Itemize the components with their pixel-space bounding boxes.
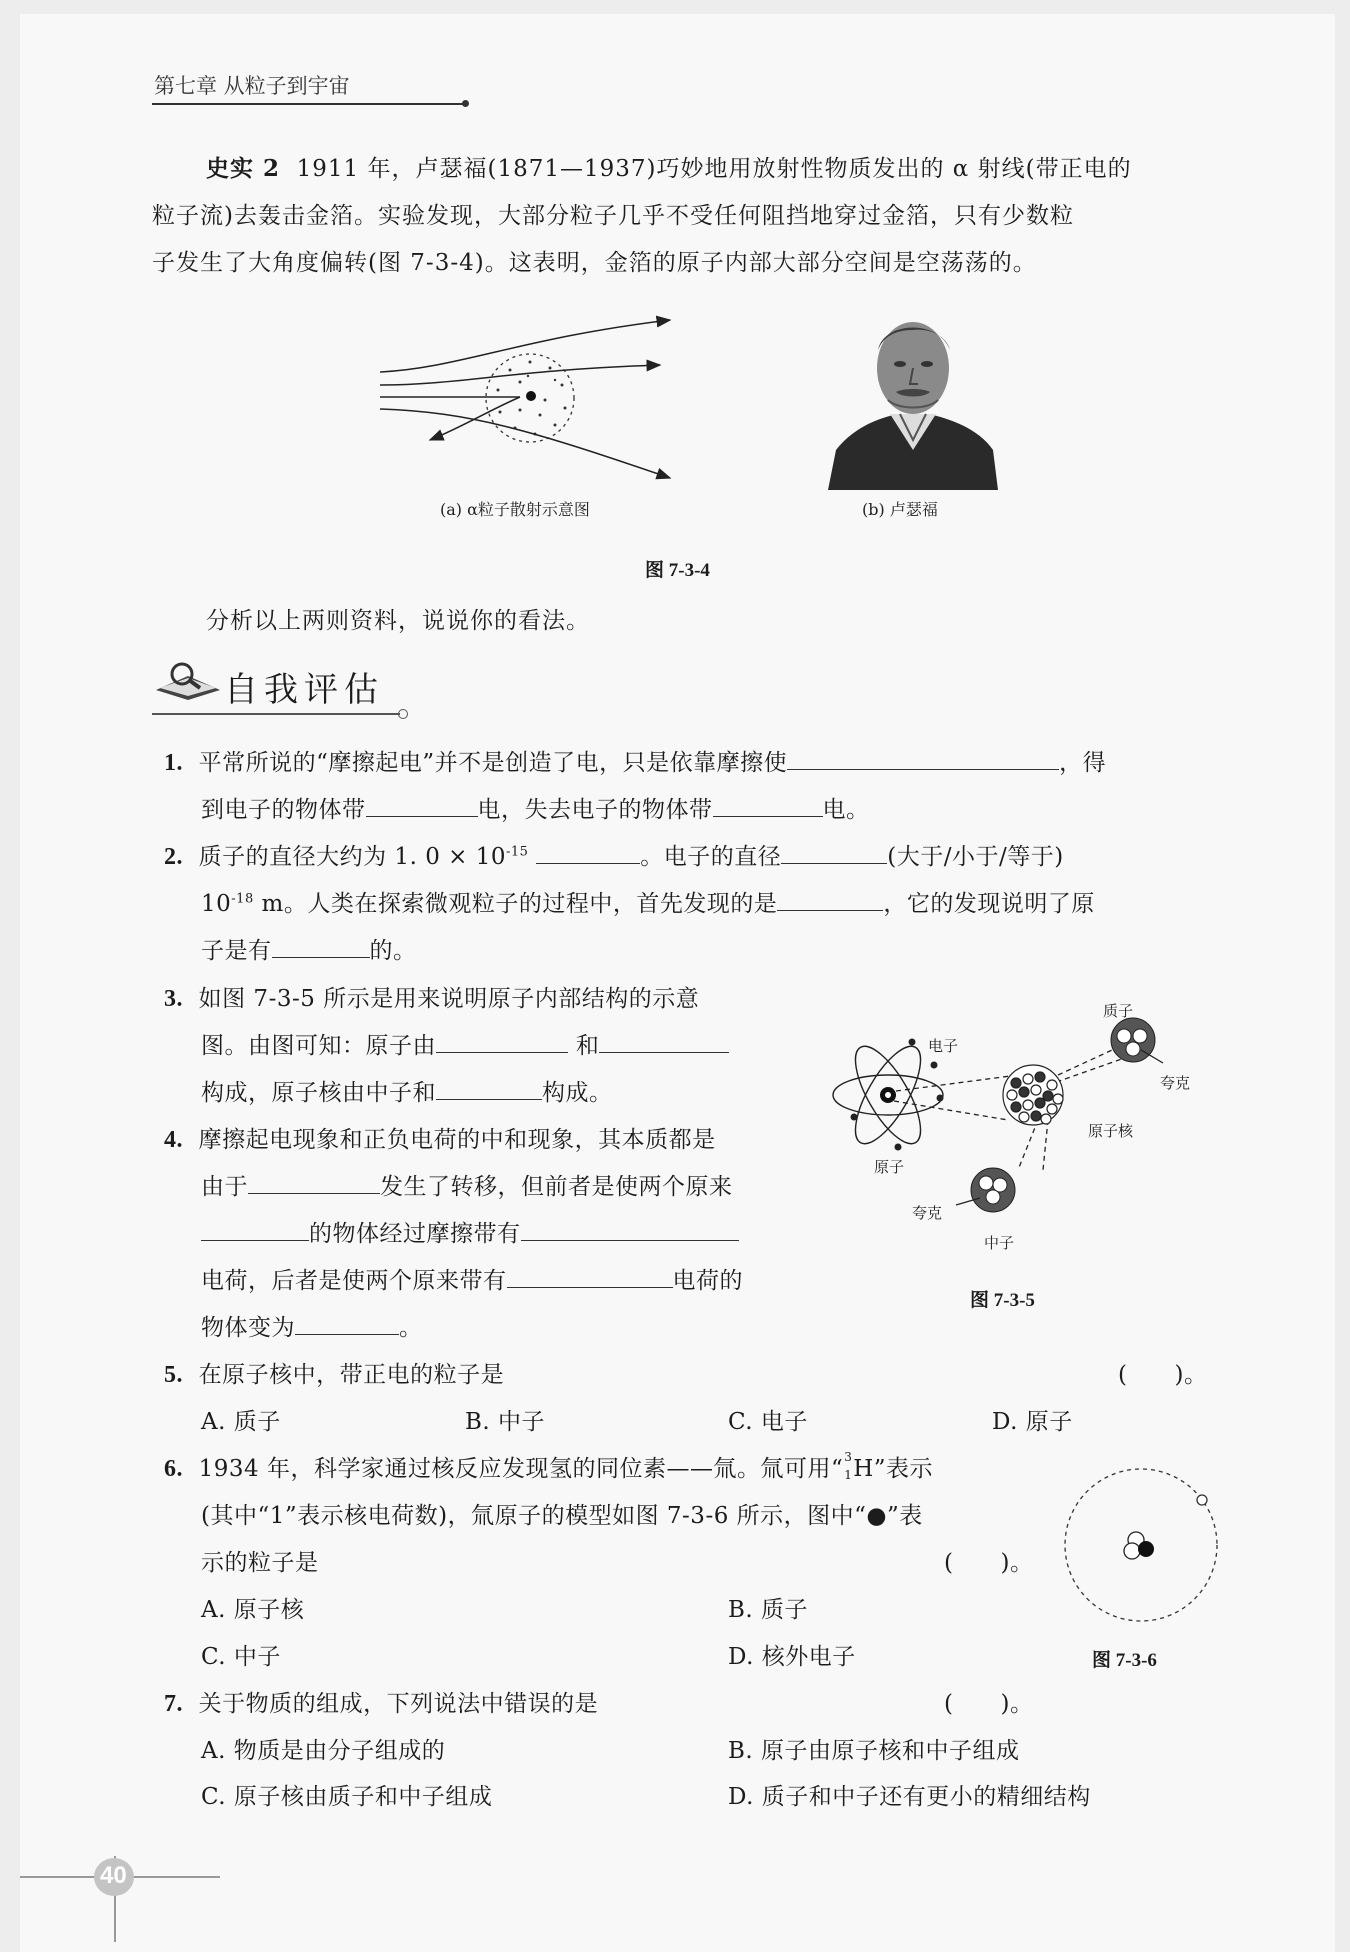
section-rule [152,713,400,715]
question-6-line3: 示的粒子是 [201,1550,319,1576]
trajectory-1 [380,320,670,372]
q2-blank-3[interactable] [777,888,883,911]
question-4: 4. 摩擦起电现象和正负电荷的中和现象，其本质都是 [164,1127,716,1153]
label-electron: 电子 [928,1037,959,1055]
q2-blank-1[interactable] [536,841,640,864]
q6-option-a[interactable]: A. 原子核 [201,1597,305,1623]
q5-answer-paren[interactable]: ( )。 [1118,1362,1208,1388]
fig735-title: 图 7-3-5 [970,1290,1035,1311]
q5-option-b[interactable]: B. 中子 [465,1409,546,1435]
q5-option-d[interactable]: D. 原子 [992,1409,1073,1435]
label-neutron: 中子 [984,1234,1015,1252]
question-6: 6. 1934 年，科学家通过核反应发现氢的同位素——氚。氚可用“ 3 1 H”表示 [164,1450,934,1482]
header-rule [152,103,467,105]
question-2-line2: $10^{-18}$ m。人类在探索微观粒子的过程中，首先发现的是 ，它的发现说明了原 [201,885,1095,918]
question-7: 7. 关于物质的组成，下列说法中错误的是 [164,1691,599,1717]
section-rule-dot [398,709,408,719]
q2-blank-4[interactable] [272,935,370,958]
proton-zoom [1111,1018,1163,1063]
label-nucleus: 原子核 [1088,1122,1134,1140]
alpha-scattering-diagram [370,310,680,490]
question-1-line2: 到电子的物体带 电，失去电子的物体带 电。 [201,791,870,824]
q1-blank-1[interactable] [787,747,1059,770]
q5-option-a[interactable]: A. 质子 [201,1409,281,1435]
fig734-title: 图 7-3-4 [645,560,710,581]
magnifier-book-icon [152,660,224,704]
q6-answer-paren[interactable]: ( )。 [944,1550,1034,1576]
neutron-zoom [956,1168,1015,1212]
q6-option-c[interactable]: C. 中子 [201,1644,281,1670]
nucleus-dot [526,391,536,401]
analysis-prompt: 分析以上两则资料，说说你的看法。 [206,608,590,634]
fig734-caption-a: (a) α粒子散射示意图 [440,500,590,519]
trajectory-4 [380,409,670,478]
label-atom: 原子 [874,1158,905,1176]
q4-blank-3[interactable] [521,1218,739,1241]
electron [1197,1495,1207,1505]
question-4-line3: 的物体经过摩擦带有 [201,1215,739,1248]
q7-option-c[interactable]: C. 原子核由质子和中子组成 [201,1784,493,1810]
question-3: 3. 如图 7-3-5 所示是用来说明原子内部结构的示意 [164,986,700,1012]
header-rule-dot [462,100,469,107]
trajectory-3-back [430,397,520,440]
fig736-title: 图 7-3-6 [1092,1650,1157,1671]
question-3-line2: 图。由图可知：原子由 和 [201,1027,729,1060]
q7-option-d[interactable]: D. 质子和中子还有更小的精细结构 [728,1784,1091,1810]
question-2-line3: 子是有 的。 [201,932,417,965]
q1-blank-2[interactable] [366,794,478,817]
nucleus-cluster [1003,1065,1063,1125]
q4-blank-4[interactable] [507,1265,673,1288]
q1-blank-3[interactable] [713,794,823,817]
q4-blank-5[interactable] [295,1312,399,1335]
q7-option-b[interactable]: B. 原子由原子核和中子组成 [728,1738,1020,1764]
label-quark-1: 夸克 [1160,1074,1191,1092]
black-dot-symbol: ● [866,1503,887,1529]
q6-option-d[interactable]: D. 核外电子 [728,1644,856,1670]
question-4-line2: 由于 发生了转移，但前者是使两个原来 [201,1168,733,1201]
question-3-line3: 构成，原子核由中子和 构成。 [201,1074,613,1107]
tritium-atom-diagram [1058,1460,1228,1630]
label-quark-2: 夸克 [912,1204,943,1222]
q5-option-c[interactable]: C. 电子 [728,1409,808,1435]
q3-blank-1[interactable] [436,1030,568,1053]
chapter-header: 第七章 从粒子到宇宙 [154,74,350,98]
q3-blank-3[interactable] [436,1077,542,1100]
question-4-line4: 电荷，后者是使两个原来带有 电荷的 [201,1262,743,1295]
question-6-line2: (其中“1”表示核电荷数)，氚原子的模型如图 7-3-6 所示，图中“●”表 [201,1503,923,1529]
q4-blank-1[interactable] [248,1171,380,1194]
question-5: 5. 在原子核中，带正电的粒子是 [164,1362,505,1388]
question-4-line5: 物体变为 。 [201,1309,423,1342]
label-proton: 质子 [1103,1002,1134,1020]
rutherford-portrait [828,310,998,490]
page-number: 40 [100,1862,127,1889]
q7-answer-paren[interactable]: ( )。 [944,1691,1034,1717]
proton-black [1138,1541,1154,1557]
q3-blank-2[interactable] [599,1030,729,1053]
q2-blank-2[interactable] [781,841,887,864]
q6-option-b[interactable]: B. 质子 [728,1597,809,1623]
question-1: 1. 平常所说的“摩擦起电”并不是创造了电，只是依靠摩擦使 ，得 [164,744,1106,777]
question-2: 2. 质子的直径大约为 1. $0 \times 10^{-15}$ 。电子的直径 (大于/小于/等于) [164,838,1064,871]
history2-label: 史实 2 [206,155,281,182]
fig734-caption-b: (b) 卢瑟福 [862,500,938,519]
history2-paragraph: 史实 2 1911 年，卢瑟福(1871—1937)巧妙地用放射性物质发出的 α 射线(带正电的 粒子流)去轰击金箔。实验发现，大部分粒子几乎不受任何阻挡地穿过金箔，只有少数粒 子发生了大角度偏转(图 7-3-4)。这表明，金箔的原子内部大部分空间是空荡荡的。 [152,155,1132,276]
q7-option-a[interactable]: A. 物质是由分子组成的 [201,1738,446,1764]
section-title: 自我评估 [224,670,384,710]
atom-structure-diagram [828,995,1228,1265]
q4-blank-2[interactable] [201,1218,309,1241]
